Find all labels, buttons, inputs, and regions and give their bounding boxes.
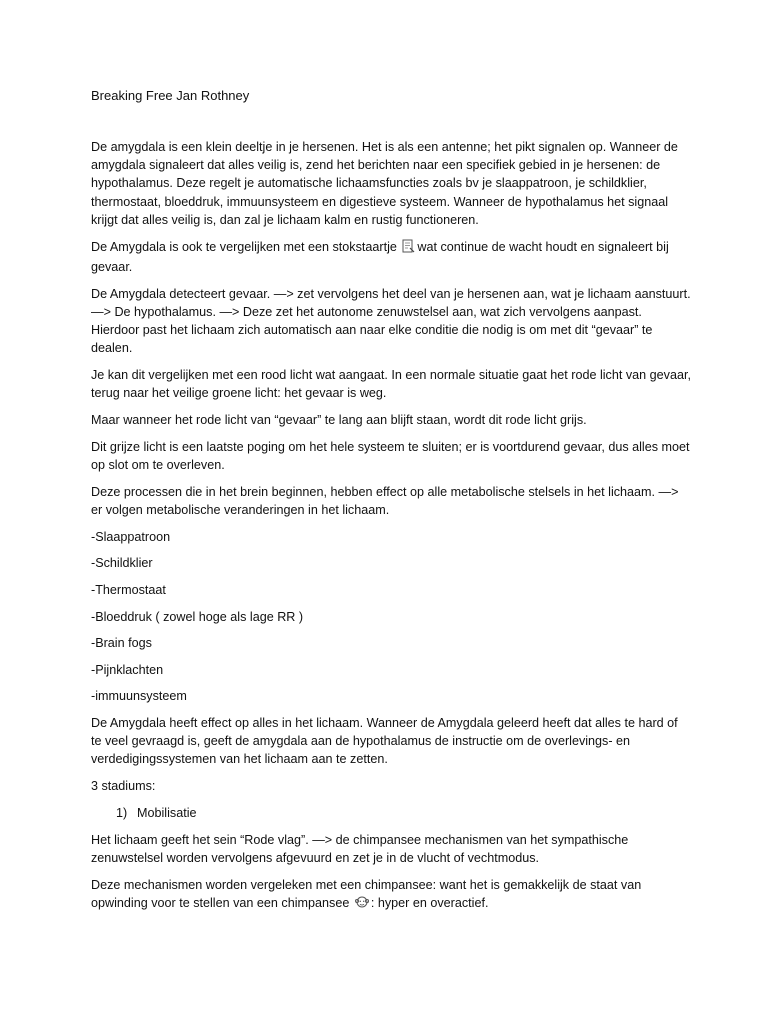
document-body (91, 138, 691, 923)
list-number-label: Mobilisatie (137, 805, 197, 820)
list-item: -Schildklier (91, 556, 153, 571)
numbered-item-mobilisatie (91, 804, 691, 822)
paragraph-rood-licht-grijs: Maar wanneer het rode licht van “gevaar” te lang aan blijft staan, wordt dit rode licht grijs. (91, 413, 587, 428)
list-item: -Pijnklachten (91, 662, 164, 677)
paragraph-rode-vlag: Het lichaam geeft het sein “Rode vlag”. —> de chimpansee mechanismen van het sympathische zenuwstelsel worden vervolgens afgevuurd en zet je in de vlucht of vechtmodus. (91, 833, 629, 866)
chimp-text-after: : hyper en overactief. (370, 896, 489, 911)
list-item: -Slaappatroon (91, 529, 171, 544)
paragraph-amygdala-intro: De amygdala is een klein deeltje in je hersenen. Het is als een antenne; het pikt signalen op. Wanneer de amygdala signaleert dat alles veilig is, zend het berichten naar een specifiek gebied in je hersenen: de hypothalamus. Deze regelt je automatische lichaamsfuncties zoals bv je slaappatroon, je schildklier, thermostaat, bloeddruk, immuunsysteem en digestieve systeem. Wanneer de hypothalamus het signaal krijgt dat alles veilig is, dan zal je lichaam kalm en rustig functioneren. (91, 140, 678, 227)
monkey-emoji-icon (355, 895, 369, 914)
list-item: -Brain fogs (91, 636, 152, 651)
document-title: Breaking Free Jan Rothney (91, 88, 250, 103)
paragraph-grijze-licht: Dit grijze licht is een laatste poging om het hele systeem te sluiten; er is voortdurend gevaar, dus alles moet op slot om te overleven. (91, 439, 690, 473)
list-number: 1) (116, 805, 128, 820)
list-item: -Bloeddruk ( zowel hoge als lage RR ) (91, 609, 304, 624)
list-item: -Thermostaat (91, 583, 166, 597)
paragraph-chimpansee (91, 876, 691, 914)
paragraph-rood-licht: Je kan dit vergelijken met een rood licht wat aangaat. In een normale situatie gaat het rode licht van gevaar, terug naar het veilige groene licht: het gevaar is weg. (91, 368, 691, 401)
paragraph-stokstaartje (91, 238, 691, 276)
stokstaartje-text-before: De Amygdala is ook te vergelijken met een stokstaartje (91, 239, 401, 254)
list-item: -immuunsysteem (91, 689, 187, 704)
paragraph-amygdala-effect: De Amygdala heeft effect op alles in het lichaam. Wanneer de Amygdala geleerd heeft dat alles te hard of te veel gevraagd is, geeft de amygdala aan de hypothalamus de instructie om de overlevings- en verdedigingssystemen van het lichaam aan te zetten. (91, 715, 678, 767)
stokstaartje-text-after: wat continue de wacht houdt en signaleert bij gevaar. (91, 239, 669, 274)
paragraph-metabolische-stelsels: Deze processen die in het brein beginnen, hebben effect op alle metabolische stelsels in het lichaam. —> er volgen metabolische veranderingen in het lichaam. (91, 484, 679, 518)
stadiums-heading: 3 stadiums: (91, 779, 156, 794)
paragraph-gevaar-detectie: De Amygdala detecteert gevaar. —> zet vervolgens het deel van je hersenen aan, wat je lichaam aanstuurt. —> De hypothalamus. —> Deze zet het autonome zenuwstelsel aan, wat zich vervolgens aanpast. Hierdoor past het lichaam zich automatisch aan naar elke conditie die nodig is om met dit “gevaar” te dealen. (91, 286, 691, 356)
chimp-text-before: Deze mechanismen worden vergeleken met een chimpansee: want het is gemakkelijk de staat van opwinding voor te stellen van een chimpansee (91, 878, 642, 911)
meerkat-emoji-icon (402, 239, 415, 258)
